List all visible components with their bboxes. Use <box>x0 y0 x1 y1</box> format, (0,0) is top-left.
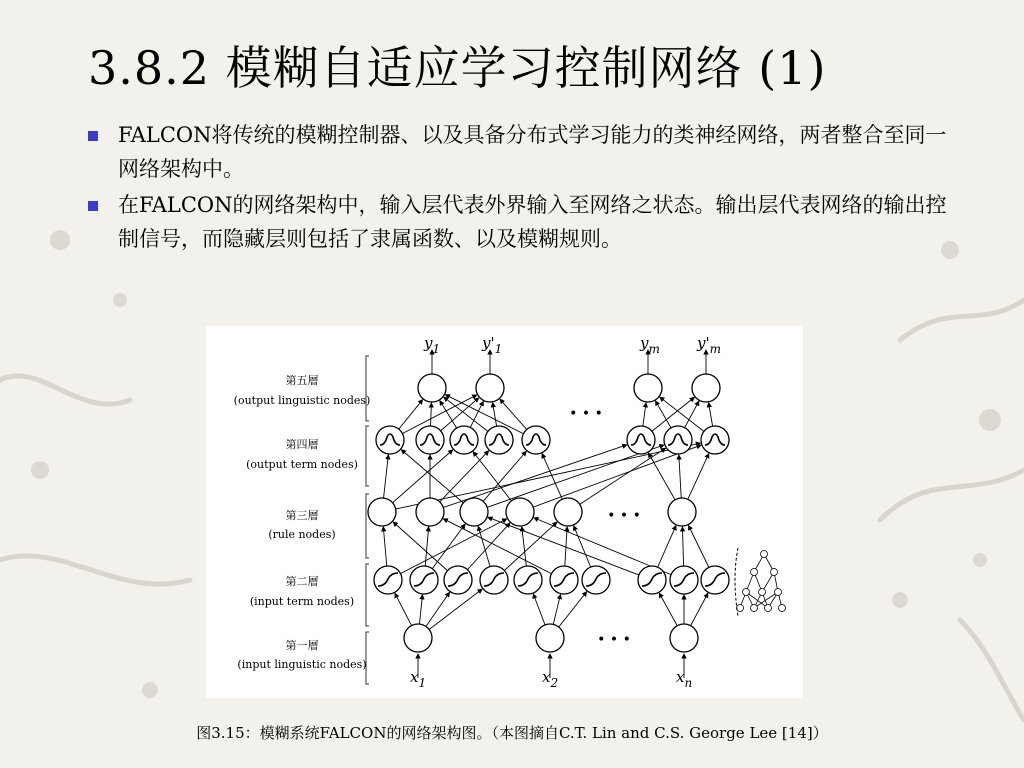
layer2-bracket <box>366 564 369 626</box>
bullet-list <box>82 118 962 258</box>
input-xn-label: $x_n$ <box>676 668 693 690</box>
output-term-node <box>627 426 655 454</box>
output-term-node <box>450 426 478 454</box>
input-linguistic-node <box>404 624 432 652</box>
layer1-bracket <box>366 632 369 684</box>
bullet-text: 在FALCON的网络架构中，输入层代表外界输入至网络之状态。输出层代表网络的输出控制信号，而隐藏层则包括了隶属函数、以及模糊规则。 <box>118 193 947 251</box>
square-bullet-icon <box>88 201 98 211</box>
mini-network-node <box>743 589 750 596</box>
layer5-ellipsis: • • • <box>569 406 603 422</box>
network-svg <box>206 326 803 698</box>
rule-node <box>368 498 396 526</box>
layer1-name: 第一層 <box>285 639 319 652</box>
layer2-desc: (input term nodes) <box>249 595 355 608</box>
mini-network-node <box>775 589 782 596</box>
layer3-ellipsis: • • • <box>607 508 641 524</box>
output-linguistic-node <box>476 374 504 402</box>
rule-node <box>668 498 696 526</box>
mini-network-node <box>751 569 758 576</box>
square-bullet-icon <box>88 131 98 141</box>
input-linguistic-node <box>536 624 564 652</box>
layer5-name: 第五層 <box>285 374 319 387</box>
layer3-desc: (rule nodes) <box>268 528 336 541</box>
input-x1-label: $x_1$ <box>410 668 427 690</box>
mini-network-node <box>771 569 778 576</box>
layer2-name: 第二層 <box>285 575 319 588</box>
layer5-bracket <box>366 356 369 421</box>
layer3-name: 第三層 <box>285 509 319 522</box>
layer1-desc: (input linguistic nodes) <box>237 658 367 671</box>
slide-title: 3.8.2 模糊自适应学习控制网络 (1) <box>88 41 827 95</box>
output-term-node <box>416 426 444 454</box>
mini-network-node <box>779 605 786 612</box>
mini-network-node <box>759 589 766 596</box>
rule-node <box>554 498 582 526</box>
output-ym-label: $y_m$ <box>640 334 660 356</box>
output-term-node <box>376 426 404 454</box>
input-x2-label: $x_2$ <box>542 668 559 690</box>
input-linguistic-node <box>670 624 698 652</box>
network-nodes <box>368 374 729 652</box>
mini-network-icon <box>735 548 786 616</box>
output-ym-prime-label: $y'_m$ <box>697 334 721 356</box>
output-term-node <box>701 426 729 454</box>
output-term-node <box>664 426 692 454</box>
figure-caption: 图3.15：模糊系统FALCON的网络架构图。（本图摘自C.T. Lin and C.S. George Lee [14]） <box>196 724 828 742</box>
mini-network-node <box>761 551 768 558</box>
rule-node <box>506 498 534 526</box>
output-linguistic-node <box>418 374 446 402</box>
layer3-bracket <box>366 494 369 558</box>
bullet-text: FALCON将传统的模糊控制器、以及具备分布式学习能力的类神经网络，两者整合至同一网络架构中。 <box>118 123 947 181</box>
falcon-network-diagram <box>206 326 803 698</box>
rule-node <box>460 498 488 526</box>
output-y1-prime-label: $y'_1$ <box>482 334 503 356</box>
bullet-item <box>82 118 962 186</box>
layer4-desc: (output term nodes) <box>246 458 358 471</box>
output-term-node <box>485 426 513 454</box>
rule-node <box>416 498 444 526</box>
layer4-bracket <box>366 426 369 486</box>
output-linguistic-node <box>634 374 662 402</box>
connection-line <box>568 448 665 512</box>
layer4-name: 第四層 <box>285 438 319 451</box>
output-linguistic-node <box>692 374 720 402</box>
bullet-item <box>82 188 962 256</box>
mini-network-node <box>751 605 758 612</box>
output-term-node <box>522 426 550 454</box>
mini-network-node <box>765 605 772 612</box>
layer5-desc: (output linguistic nodes) <box>233 394 371 407</box>
output-y1-label: $y_1$ <box>424 334 441 356</box>
layer1-ellipsis: • • • <box>597 632 631 648</box>
